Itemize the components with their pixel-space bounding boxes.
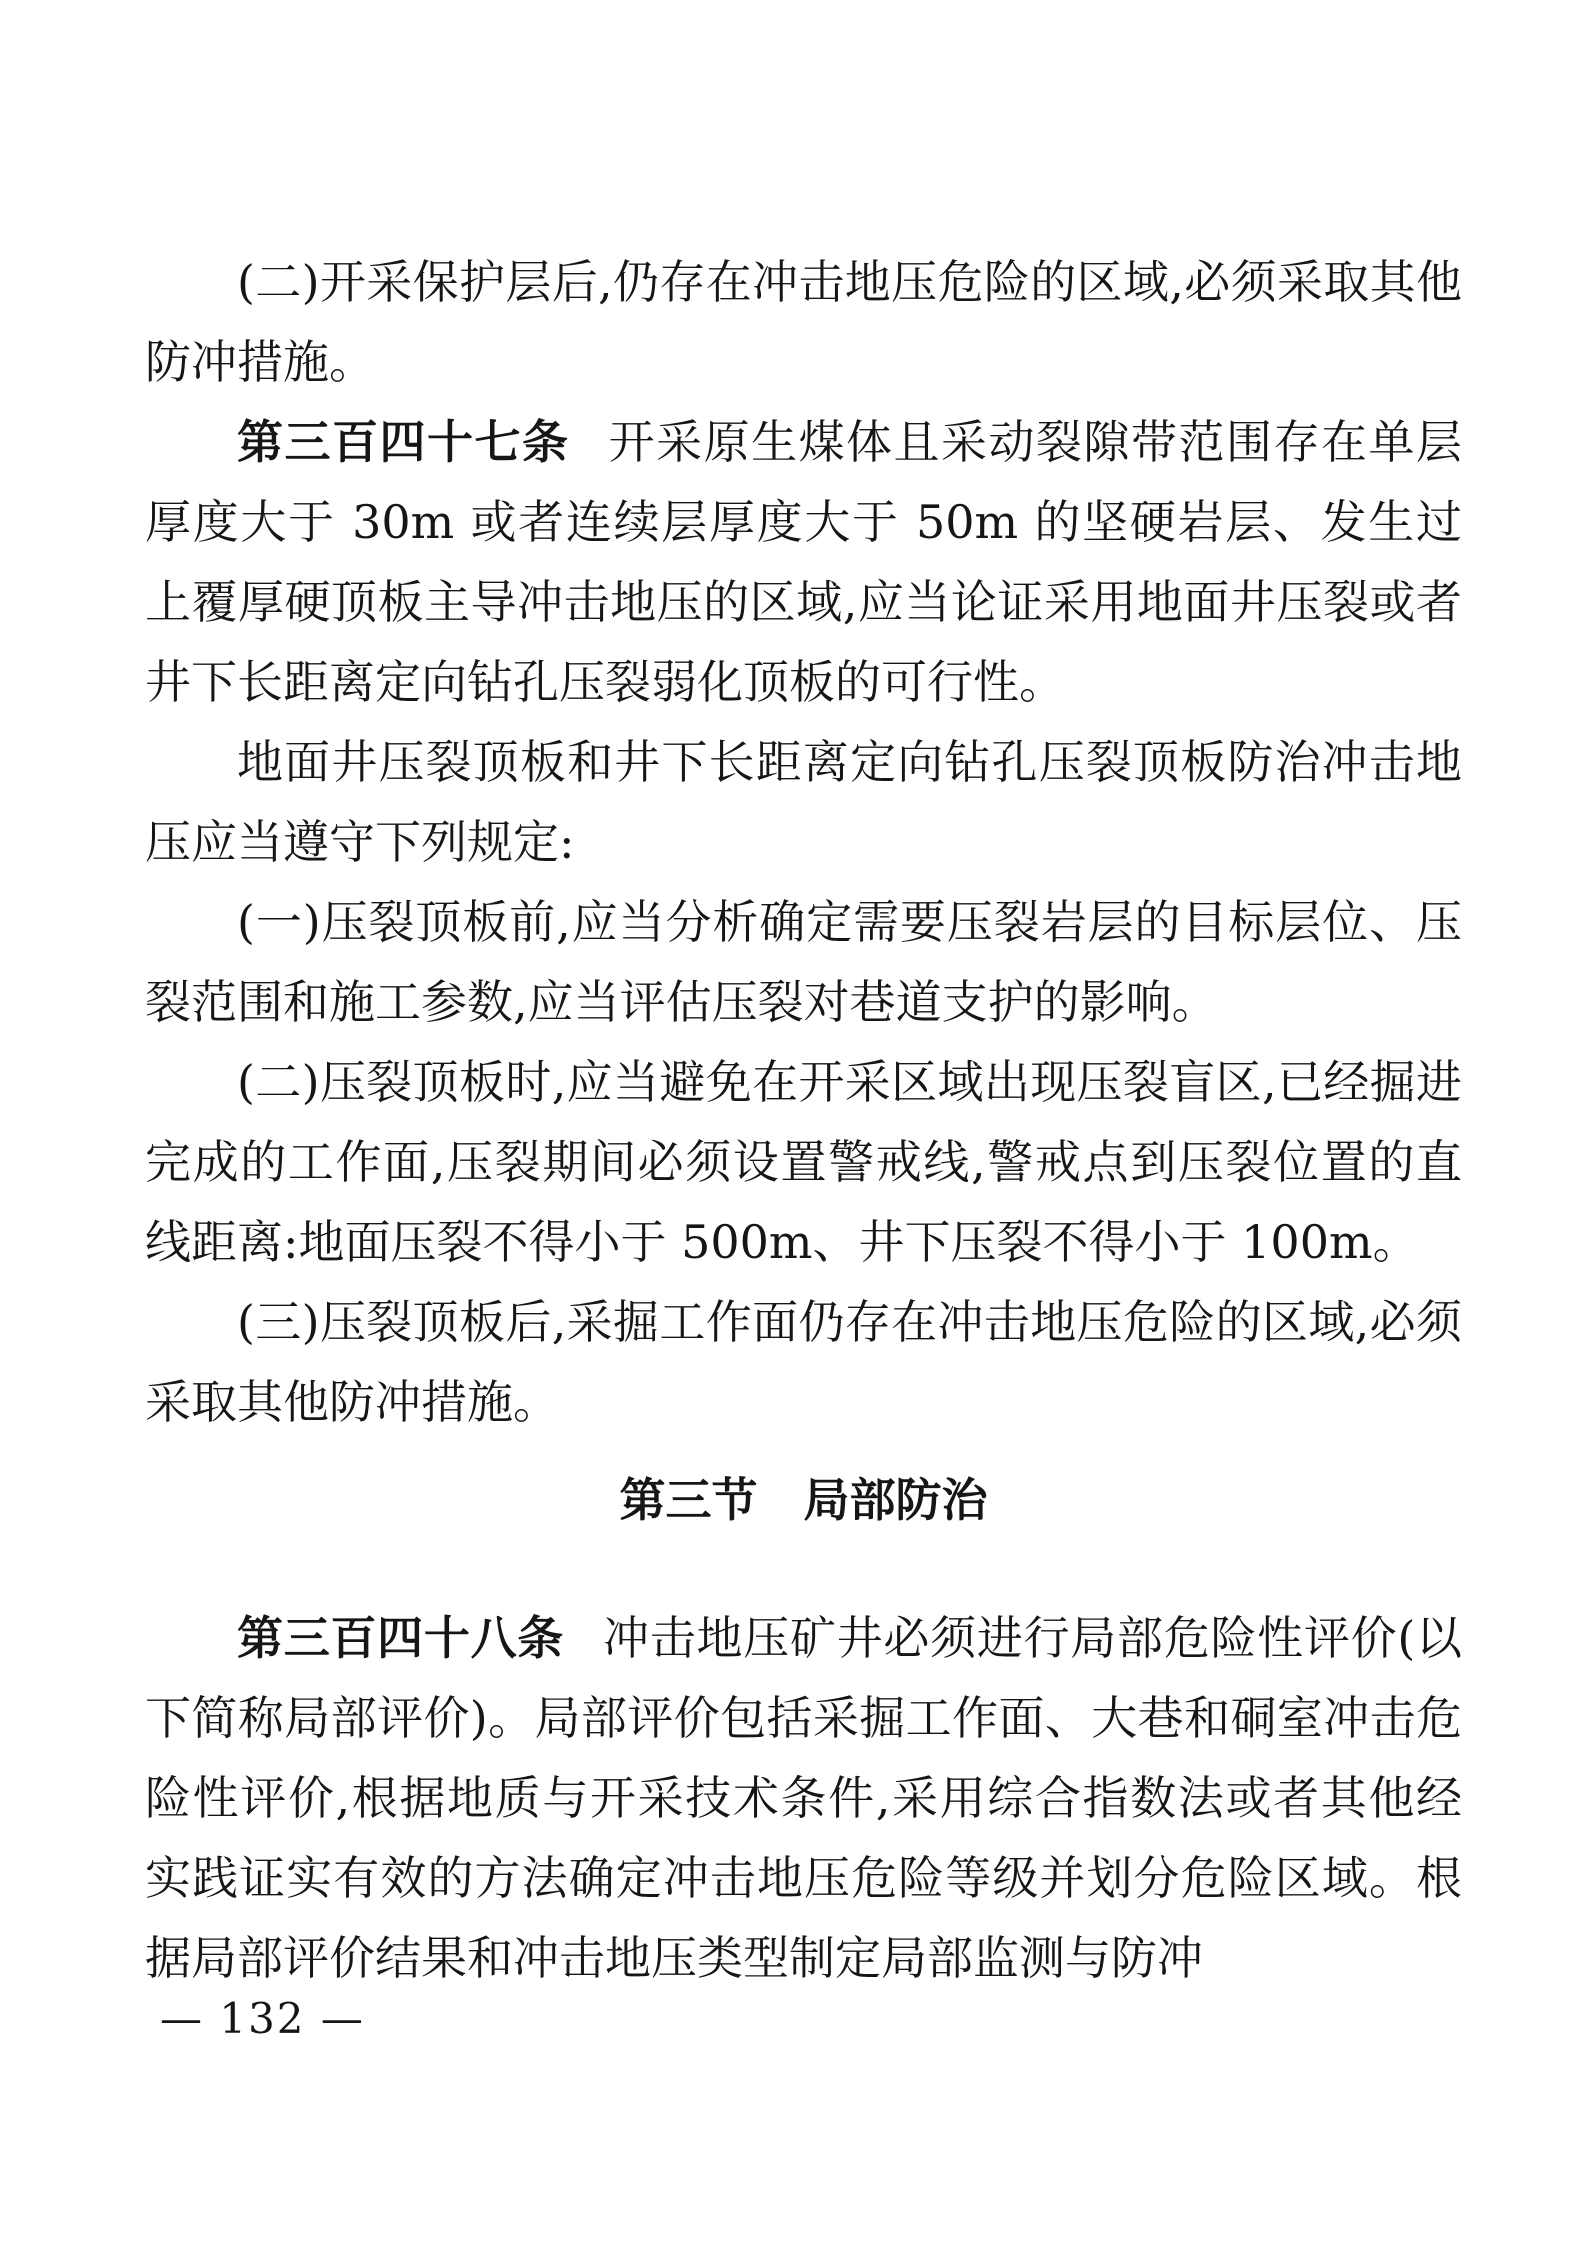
- paragraph-text: 地面井压裂顶板和井下长距离定向钻孔压裂顶板防治冲击地压应当遵守下列规定:: [145, 735, 1462, 869]
- paragraph-text: 冲击地压矿井必须进行局部危险性评价(以下简称局部评价)。局部评价包括采掘工作面、大巷和硐室冲击危险性评价,根据地质与开采技术条件,采用综合指数法或者其他经实践证实有效的方法确定冲击地压危险等级并划分危险区域。根据局部评价结果和冲击地压类型制定局部监测与防冲: [145, 1611, 1462, 1985]
- paragraph-text: (二)压裂顶板时,应当避免在开采区域出现压裂盲区,已经掘进完成的工作面,压裂期间必须设置警戒线,警戒点到压裂位置的直线距离:地面压裂不得小于 500m、井下压裂不得小于 100m。: [145, 1055, 1462, 1269]
- article-number-347: 第三百四十七条: [237, 415, 570, 469]
- paragraph-text: (三)压裂顶板后,采掘工作面仍存在冲击地压危险的区域,必须采取其他防冲措施。: [145, 1295, 1462, 1429]
- article-paragraph-348: [145, 1598, 1462, 1998]
- body-paragraph: [145, 722, 1462, 882]
- list-item-2: [145, 1042, 1462, 1282]
- paragraph-text: (一)压裂顶板前,应当分析确定需要压裂岩层的目标层位、压裂范围和施工参数,应当评估压裂对巷道支护的影响。: [145, 895, 1462, 1029]
- list-item-3: [145, 1282, 1462, 1442]
- paragraph-text: 开采原生煤体且采动裂隙带范围存在单层厚度大于 30m 或者连续层厚度大于 50m 的坚硬岩层、发生过上覆厚硬顶板主导冲击地压的区域,应当论证采用地面井压裂或者井下长距离定向钻孔压裂弱化顶板的可行性。: [145, 415, 1463, 709]
- document-content: [145, 242, 1462, 1998]
- article-paragraph-347: [145, 402, 1462, 722]
- body-paragraph: [145, 242, 1462, 402]
- article-number-348: 第三百四十八条: [237, 1611, 565, 1665]
- list-item-1: [145, 882, 1462, 1042]
- section-heading: 第三节 局部防治: [619, 1473, 988, 1527]
- page-number: — 132 —: [160, 1994, 365, 2043]
- paragraph-text: (二)开采保护层后,仍存在冲击地压危险的区域,必须采取其他防冲措施。: [145, 255, 1462, 389]
